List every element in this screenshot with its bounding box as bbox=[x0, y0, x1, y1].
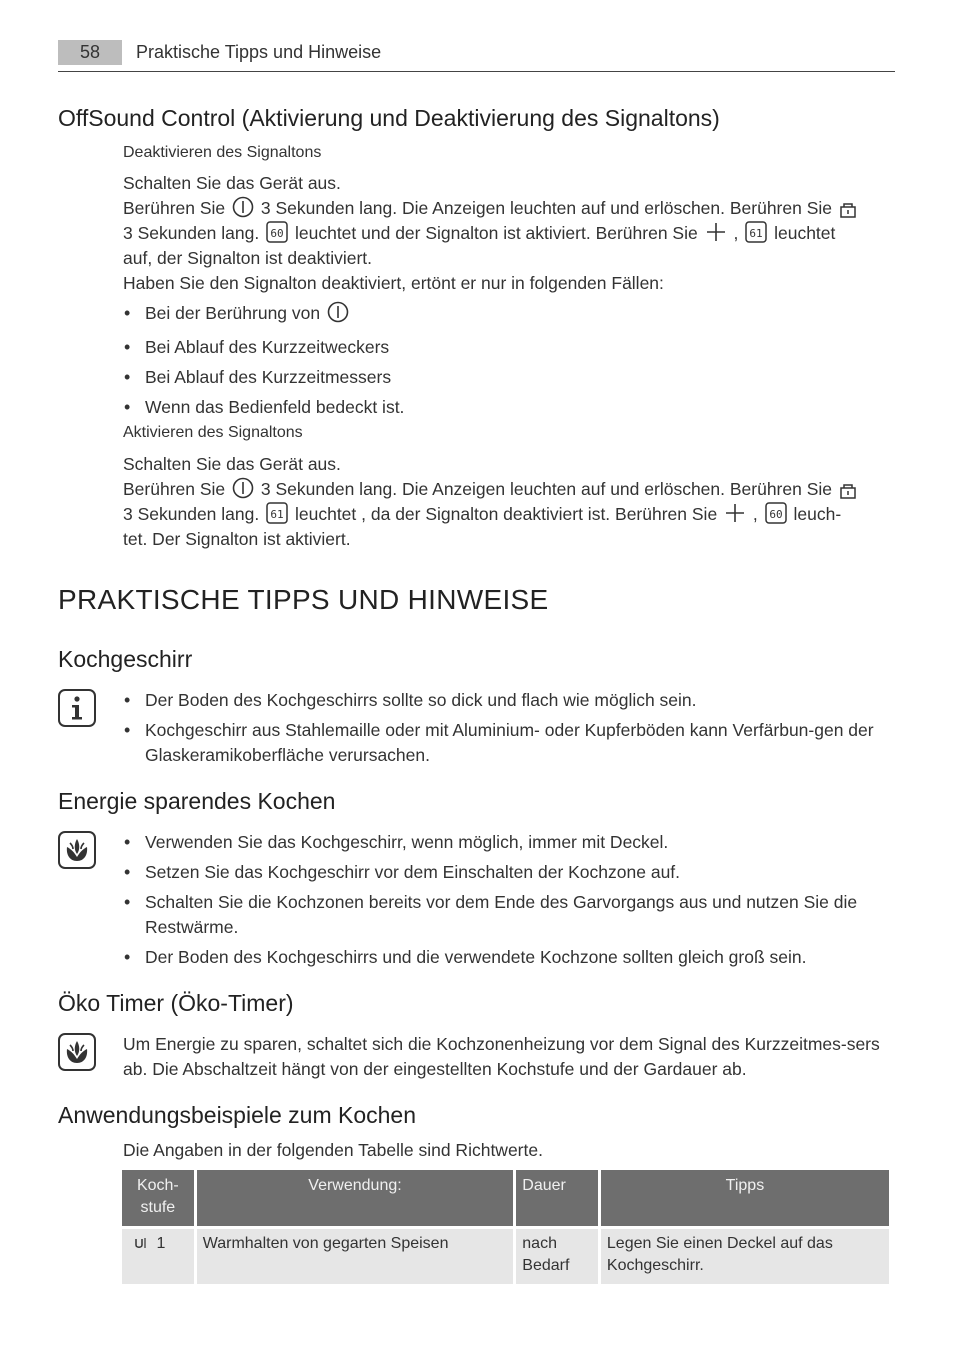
deactivate-line-3 bbox=[123, 221, 893, 246]
text-fragment: 3 Sekunden lang. Die Anzeigen leuchten auf und erlöschen. Berühren Sie bbox=[260, 198, 833, 218]
svg-text:61: 61 bbox=[749, 227, 763, 240]
cell-tipps: Legen Sie einen Deckel auf das Kochgeschirr. bbox=[601, 1226, 889, 1284]
text-fragment: Bei der Berührung von bbox=[145, 303, 321, 323]
eco-icon bbox=[58, 831, 96, 869]
kochgeschirr-list bbox=[123, 688, 893, 773]
text-fragment: leuchtet und der Signalton ist aktiviert. Berühren Sie bbox=[294, 223, 698, 243]
deactivate-instructions bbox=[123, 171, 893, 296]
cell-dauer: nach Bedarf bbox=[516, 1226, 598, 1284]
deactivate-heading: Deaktivieren des Signaltons bbox=[123, 144, 322, 161]
sound-off-display-icon bbox=[745, 221, 767, 250]
cell-value: 1 bbox=[156, 1235, 166, 1252]
activate-instructions bbox=[123, 452, 893, 552]
list-item: • Verwenden Sie das Kochgeschirr, wenn möglich, immer mit Deckel. bbox=[123, 830, 893, 855]
column-header-verwendung: Verwendung: bbox=[197, 1170, 514, 1226]
list-item: • Schalten Sie die Kochzonen bereits vor dem Ende des Garvorgangs aus und nutzen Sie die Restwärme. bbox=[123, 890, 893, 940]
page-number: 58 bbox=[58, 40, 122, 65]
list-item: • Der Boden des Kochgeschirrs sollte so dick und flach wie möglich sein. bbox=[123, 688, 893, 713]
text-fragment: leuch- bbox=[793, 504, 842, 524]
text-fragment: leuchtet bbox=[774, 223, 836, 243]
deactivate-line-2 bbox=[123, 196, 893, 221]
anwendung-heading: Anwendungsbeispiele zum Kochen bbox=[58, 1102, 417, 1128]
anwendung-intro: Die Angaben in der folgenden Tabelle sind Richtwerte. bbox=[123, 1140, 543, 1160]
section-title: PRAKTISCHE TIPPS UND HINWEISE bbox=[58, 584, 549, 615]
list-item: • Kochgeschirr aus Stahlemaille oder mit Aluminium- oder Kupferböden kann Verfärbun-gen der Glaskeramikoberfläche verursachen. bbox=[123, 718, 893, 768]
table-row bbox=[122, 1226, 889, 1284]
text-fragment: Berühren Sie bbox=[123, 479, 226, 499]
column-header-tipps: Tipps bbox=[601, 1170, 889, 1226]
sound-on-display-icon bbox=[765, 502, 787, 531]
table-header-row bbox=[122, 1170, 889, 1226]
info-icon bbox=[58, 689, 96, 727]
svg-text:60: 60 bbox=[270, 227, 284, 240]
activate-heading: Aktivieren des Signaltons bbox=[123, 424, 303, 441]
list-item: • Bei Ablauf des Kurzzeitmessers bbox=[123, 365, 893, 390]
column-header-stufe: Koch-stufe bbox=[122, 1170, 194, 1226]
svg-text:60: 60 bbox=[769, 508, 783, 521]
kochgeschirr-heading: Kochgeschirr bbox=[58, 646, 193, 672]
eco-icon bbox=[58, 1033, 96, 1071]
activate-line-4: tet. Der Signalton ist aktiviert. bbox=[123, 529, 351, 549]
text-fragment: Berühren Sie bbox=[123, 198, 226, 218]
oeko-heading: Öko Timer (Öko-Timer) bbox=[58, 990, 294, 1016]
activate-line-1: Schalten Sie das Gerät aus. bbox=[123, 454, 341, 474]
plus-icon bbox=[705, 221, 727, 250]
plus-icon bbox=[724, 502, 746, 531]
cell-stufe bbox=[122, 1226, 194, 1284]
activate-line-2 bbox=[123, 477, 893, 502]
signal-cases-list bbox=[123, 301, 893, 425]
oeko-text: Um Energie zu sparen, schaltet sich die Kochzonenheizung vor dem Signal des Kurzzeitmes-sers ab. Die Abschaltzeit hängt von der eingestellten Kochstufe und der Gardauer ab. bbox=[123, 1034, 880, 1079]
energie-list bbox=[123, 830, 893, 975]
list-item bbox=[123, 301, 893, 330]
page-header bbox=[58, 40, 895, 72]
text-fragment: , bbox=[733, 223, 739, 243]
column-header-dauer: Dauer bbox=[516, 1170, 598, 1226]
running-title: Praktische Tipps und Hinweise bbox=[136, 42, 382, 62]
deactivate-line-1: Schalten Sie das Gerät aus. bbox=[123, 173, 341, 193]
lock-icon bbox=[839, 481, 857, 506]
text-fragment: 3 Sekunden lang. bbox=[123, 504, 260, 524]
svg-text:61: 61 bbox=[270, 508, 284, 521]
text-fragment: 3 Sekunden lang. bbox=[123, 223, 260, 243]
list-item: • Wenn das Bedienfeld bedeckt ist. bbox=[123, 395, 893, 420]
text-fragment: 3 Sekunden lang. Die Anzeigen leuchten auf und erlöschen. Berühren Sie bbox=[260, 479, 833, 499]
text-fragment: , bbox=[752, 504, 758, 524]
activate-line-3 bbox=[123, 502, 893, 527]
cooking-table bbox=[119, 1170, 892, 1284]
list-item: • Setzen Sie das Kochgeschirr vor dem Einschalten der Kochzone auf. bbox=[123, 860, 893, 885]
deactivate-line-4: auf, der Signalton ist deaktiviert. bbox=[123, 248, 373, 268]
list-item: • Der Boden des Kochgeschirrs und die verwendete Kochzone sollten gleich groß sein. bbox=[123, 945, 893, 970]
keep-warm-icon bbox=[134, 1235, 150, 1257]
energie-heading: Energie sparendes Kochen bbox=[58, 788, 336, 814]
text-fragment: leuchtet , da der Signalton deaktiviert ist. Berühren Sie bbox=[294, 504, 718, 524]
lock-icon bbox=[839, 200, 857, 225]
cell-verwendung: Warmhalten von gegarten Speisen bbox=[197, 1226, 514, 1284]
power-icon bbox=[327, 301, 349, 330]
deactivate-line-5: Haben Sie den Signalton deaktiviert, ertönt er nur in folgenden Fällen: bbox=[123, 273, 664, 293]
offsound-heading: OffSound Control (Aktivierung und Deaktivierung des Signaltons) bbox=[58, 105, 720, 131]
list-item: • Bei Ablauf des Kurzzeitweckers bbox=[123, 335, 893, 360]
